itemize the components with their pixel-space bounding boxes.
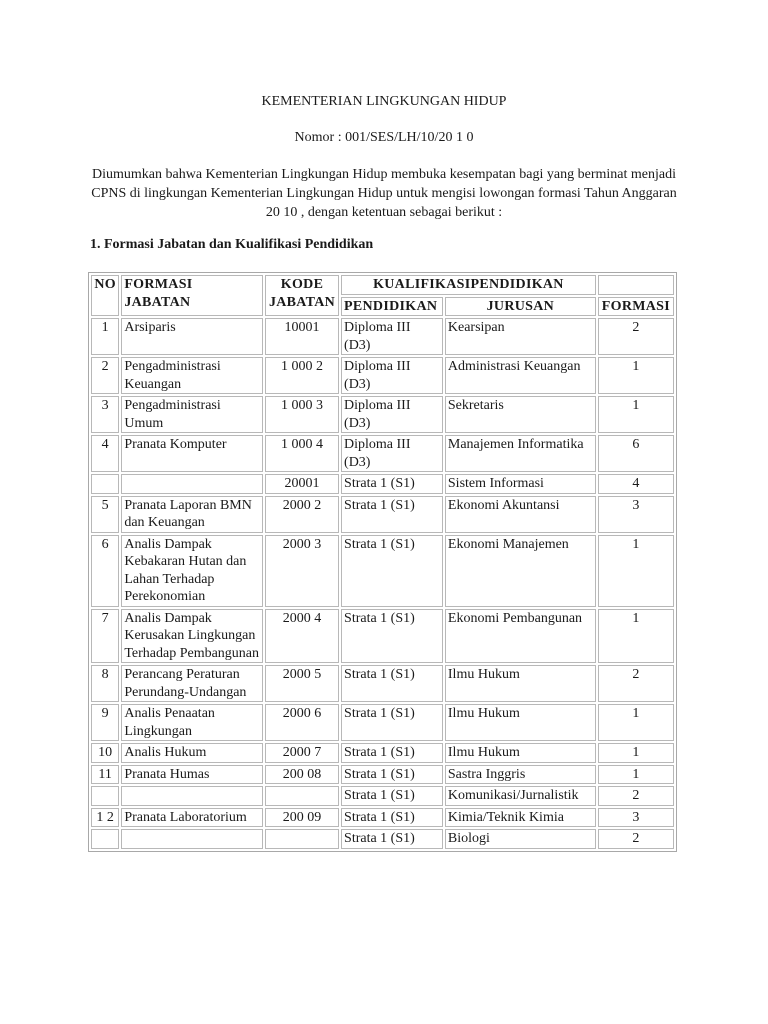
cell-formasi: 2 <box>598 786 674 806</box>
table-row <box>91 318 674 355</box>
cell-pendidikan: Strata 1 (S1) <box>341 743 443 763</box>
cell-jurusan: Ekonomi Akuntansi <box>445 496 596 533</box>
cell-jabatan: Pranata Laporan BMN dan Keuangan <box>121 496 263 533</box>
cell-jabatan <box>121 786 263 806</box>
cell-no: 8 <box>91 665 119 702</box>
cell-kode: 2000 7 <box>265 743 339 763</box>
cell-pendidikan: Strata 1 (S1) <box>341 535 443 607</box>
cell-kode: 1 000 2 <box>265 357 339 394</box>
cell-formasi: 1 <box>598 743 674 763</box>
table-row <box>91 665 674 702</box>
cell-kode: 1 000 3 <box>265 396 339 433</box>
cell-no: 5 <box>91 496 119 533</box>
cell-no: 7 <box>91 609 119 664</box>
cell-pendidikan: Strata 1 (S1) <box>341 474 443 494</box>
cell-pendidikan: Strata 1 (S1) <box>341 786 443 806</box>
cell-jurusan: Ilmu Hukum <box>445 704 596 741</box>
cell-pendidikan: Diploma III (D3) <box>341 357 443 394</box>
cell-jabatan: Analis Dampak Kebakaran Hutan dan Lahan Terhadap Perekonomian <box>121 535 263 607</box>
table-row <box>91 357 674 394</box>
table-row <box>91 435 674 472</box>
cell-no: 4 <box>91 435 119 472</box>
cell-jabatan: Pengadministrasi Keuangan <box>121 357 263 394</box>
document-number: Nomor : 001/SES/LH/10/20 1 0 <box>294 130 474 145</box>
cell-jabatan: Analis Penaatan Lingkungan <box>121 704 263 741</box>
cell-jurusan: Sekretaris <box>445 396 596 433</box>
cell-formasi: 1 <box>598 396 674 433</box>
cell-no <box>91 474 119 494</box>
cell-kode: 200 09 <box>265 808 339 828</box>
cell-kode: 2000 4 <box>265 609 339 664</box>
cell-jurusan: Sistem Informasi <box>445 474 596 494</box>
cell-pendidikan: Diploma III (D3) <box>341 318 443 355</box>
cell-formasi: 3 <box>598 808 674 828</box>
table-row <box>91 743 674 763</box>
table-row <box>91 765 674 785</box>
cell-pendidikan: Strata 1 (S1) <box>341 704 443 741</box>
formation-table <box>88 272 677 852</box>
cell-formasi: 1 <box>598 357 674 394</box>
header-jurusan: JURUSAN <box>445 297 596 317</box>
cell-formasi: 1 <box>598 765 674 785</box>
cell-pendidikan: Strata 1 (S1) <box>341 609 443 664</box>
intro-paragraph: Diumumkan bahwa Kementerian Lingkungan Hidup membuka kesempatan bagi yang berminat menjadi CPNS di lingkungan Kementerian Lingkungan Hidup untuk mengisi lowongan formasi Tahun Anggaran 20 10 , dengan ketentuan sebagai berikut : <box>91 167 677 220</box>
cell-formasi: 4 <box>598 474 674 494</box>
cell-jurusan: Ekonomi Pembangunan <box>445 609 596 664</box>
cell-pendidikan: Diploma III (D3) <box>341 396 443 433</box>
cell-jabatan: Analis Dampak Kerusakan Lingkungan Terhadap Pembangunan <box>121 609 263 664</box>
cell-pendidikan: Strata 1 (S1) <box>341 765 443 785</box>
cell-pendidikan: Diploma III (D3) <box>341 435 443 472</box>
cell-jurusan: Ilmu Hukum <box>445 743 596 763</box>
cell-kode: 2000 5 <box>265 665 339 702</box>
header-row-1 <box>91 275 674 295</box>
cell-no: 6 <box>91 535 119 607</box>
cell-jurusan: Komunikasi/Jurnalistik <box>445 786 596 806</box>
cell-jabatan <box>121 829 263 849</box>
cell-formasi: 6 <box>598 435 674 472</box>
cell-jabatan: Pranata Humas <box>121 765 263 785</box>
cell-no: 3 <box>91 396 119 433</box>
cell-jurusan: Kearsipan <box>445 318 596 355</box>
cell-no: 2 <box>91 357 119 394</box>
cell-kode: 200 08 <box>265 765 339 785</box>
cell-no: 11 <box>91 765 119 785</box>
cell-jabatan: Arsiparis <box>121 318 263 355</box>
cell-formasi: 1 <box>598 535 674 607</box>
header-empty-cell <box>598 275 674 295</box>
cell-no: 10 <box>91 743 119 763</box>
cell-pendidikan: Strata 1 (S1) <box>341 808 443 828</box>
cell-no: 1 2 <box>91 808 119 828</box>
table-row <box>91 704 674 741</box>
cell-jurusan: Ekonomi Manajemen <box>445 535 596 607</box>
header-formasi-jabatan: FORMASI JABATAN <box>121 275 263 316</box>
cell-no <box>91 786 119 806</box>
cell-jurusan: Sastra Inggris <box>445 765 596 785</box>
header-no: NO <box>91 275 119 316</box>
cell-formasi: 1 <box>598 704 674 741</box>
cell-jurusan: Administrasi Keuangan <box>445 357 596 394</box>
cell-jabatan: Pengadministrasi Umum <box>121 396 263 433</box>
header-formasi: FORMASI <box>598 297 674 317</box>
cell-kode: 20001 <box>265 474 339 494</box>
section-title: 1. Formasi Jabatan dan Kualifikasi Pendidikan <box>90 237 374 252</box>
table-row <box>91 535 674 607</box>
cell-jabatan: Analis Hukum <box>121 743 263 763</box>
table-row <box>91 808 674 828</box>
cell-kode: 2000 2 <box>265 496 339 533</box>
cell-jabatan: Pranata Komputer <box>121 435 263 472</box>
cell-formasi: 2 <box>598 829 674 849</box>
cell-pendidikan: Strata 1 (S1) <box>341 665 443 702</box>
table-row <box>91 829 674 849</box>
header-kualifikasi: KUALIFIKASIPENDIDIKAN <box>341 275 596 295</box>
header-pendidikan: PENDIDIKAN <box>341 297 443 317</box>
table-row <box>91 474 674 494</box>
cell-no: 1 <box>91 318 119 355</box>
cell-kode: 10001 <box>265 318 339 355</box>
cell-kode: 2000 3 <box>265 535 339 607</box>
cell-kode <box>265 829 339 849</box>
cell-jurusan: Kimia/Teknik Kimia <box>445 808 596 828</box>
cell-no: 9 <box>91 704 119 741</box>
table-row <box>91 396 674 433</box>
cell-no <box>91 829 119 849</box>
cell-jurusan: Biologi <box>445 829 596 849</box>
document-title: KEMENTERIAN LINGKUNGAN HIDUP <box>261 94 507 109</box>
cell-pendidikan: Strata 1 (S1) <box>341 496 443 533</box>
cell-formasi: 2 <box>598 665 674 702</box>
cell-kode <box>265 786 339 806</box>
cell-formasi: 3 <box>598 496 674 533</box>
cell-formasi: 2 <box>598 318 674 355</box>
cell-jabatan: Pranata Laboratorium <box>121 808 263 828</box>
table-row <box>91 786 674 806</box>
cell-kode: 1 000 4 <box>265 435 339 472</box>
cell-formasi: 1 <box>598 609 674 664</box>
cell-jabatan <box>121 474 263 494</box>
cell-jurusan: Manajemen Informatika <box>445 435 596 472</box>
header-kode-jabatan: KODE JABATAN <box>265 275 339 316</box>
cell-pendidikan: Strata 1 (S1) <box>341 829 443 849</box>
cell-jurusan: Ilmu Hukum <box>445 665 596 702</box>
cell-kode: 2000 6 <box>265 704 339 741</box>
cell-jabatan: Perancang Peraturan Perundang-Undangan <box>121 665 263 702</box>
table-row <box>91 496 674 533</box>
table-row <box>91 609 674 664</box>
